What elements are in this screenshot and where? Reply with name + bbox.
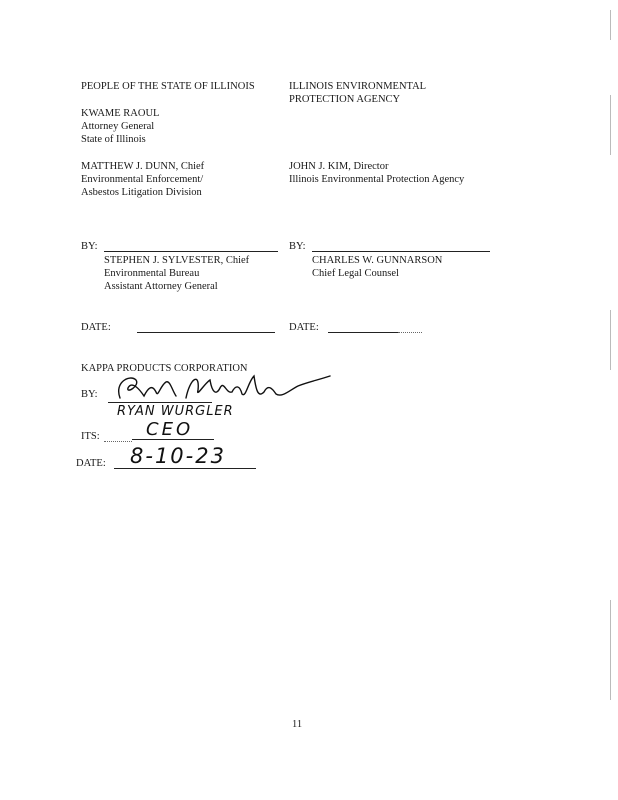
scan-edge-mark: [610, 600, 611, 700]
left-party-title-1: Attorney General: [81, 121, 155, 132]
company-its-line: [132, 439, 214, 440]
right-signature-line: [312, 251, 490, 252]
company-date-value: 8-10-23: [130, 444, 226, 468]
company-its-line-start: [104, 441, 132, 442]
left-signer-title-1: Environmental Bureau: [104, 268, 200, 279]
right-party-caption-2: PROTECTION AGENCY: [289, 94, 401, 105]
scan-edge-mark: [610, 95, 611, 155]
right-date-line-end: [398, 332, 422, 333]
page-number: 11: [292, 719, 303, 730]
company-signature-line: [108, 402, 212, 403]
right-date-line: [328, 332, 398, 333]
company-date-line: [114, 468, 256, 469]
scan-edge-mark: [610, 310, 611, 370]
company-date-label: DATE:: [76, 458, 106, 469]
left-party-caption: PEOPLE OF THE STATE OF ILLINOIS: [81, 81, 255, 92]
left-signer-name: STEPHEN J. SYLVESTER, Chief: [104, 255, 250, 266]
left-party-name: KWAME RAOUL: [81, 108, 160, 119]
right-official-name: JOHN J. KIM, Director: [289, 161, 389, 172]
left-date-label: DATE:: [81, 322, 111, 333]
left-official-title-1: Environmental Enforcement/: [81, 174, 204, 185]
company-its-label: ITS:: [81, 431, 100, 442]
right-signer-name: CHARLES W. GUNNARSON: [312, 255, 443, 266]
scan-edge-mark: [610, 10, 611, 40]
left-official-name: MATTHEW J. DUNN, Chief: [81, 161, 205, 172]
right-party-caption-1: ILLINOIS ENVIRONMENTAL: [289, 81, 427, 92]
left-official-title-2: Asbestos Litigation Division: [81, 187, 202, 198]
company-its-value: CEO: [146, 419, 194, 440]
left-date-line: [137, 332, 275, 333]
right-date-label: DATE:: [289, 322, 319, 333]
left-by-label: BY:: [81, 241, 98, 252]
right-official-title: Illinois Environmental Protection Agency: [289, 174, 465, 185]
left-signer-title-2: Assistant Attorney General: [104, 281, 218, 292]
company-caption: KAPPA PRODUCTS CORPORATION: [81, 363, 248, 374]
right-signer-title: Chief Legal Counsel: [312, 268, 399, 279]
left-party-title-2: State of Illinois: [81, 134, 146, 145]
company-by-label: BY:: [81, 389, 98, 400]
left-signature-line: [104, 251, 278, 252]
company-printed-name: RYAN WURGLER: [117, 404, 234, 419]
right-by-label: BY:: [289, 241, 306, 252]
